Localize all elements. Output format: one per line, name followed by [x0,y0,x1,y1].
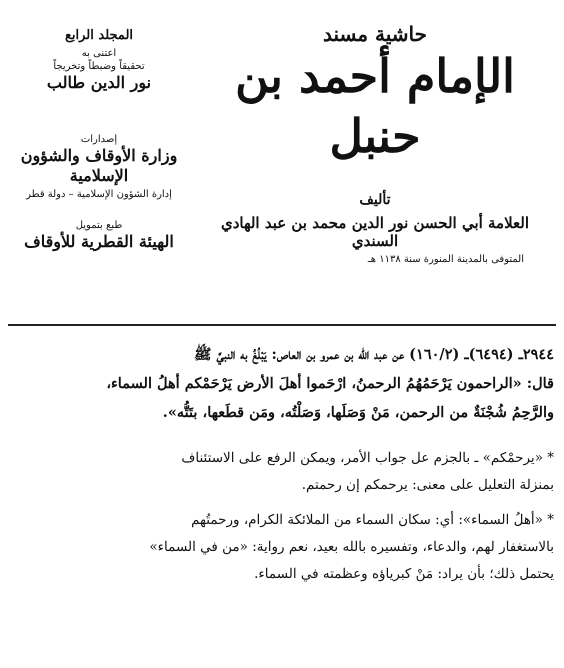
hadith-line-3: والرَّحِمُ شُجْنَةٌ من الرحمن، مَنْ وَصَلَها، وَصَلْتُه، ومَن قطَعها، بتَتُّه». [162,404,554,421]
author-name: العلامة أبي الحسن نور الدين محمد بن عبد الهادي السندي [220,214,530,250]
issued-label: إصدارات [80,134,118,145]
book-title-top: حاشية مسند [322,22,428,46]
ministry-subtitle: إدارة الشؤون الإسلامية – دولة قطر [26,189,172,200]
publication-info [14,28,184,254]
note-2-line-1: * «أهلُ السماء»: أي: سكان السماء من الملائكة الكرام، ورحمتُهم [191,512,554,528]
editor-name: نور الدين طالب [46,73,152,92]
care-label: اعتنى به [81,48,117,59]
authority-name: الهيئة القطرية للأوقاف [24,232,174,251]
separator-rule [8,324,556,326]
book-title-main: الإمام أحمد بن حنبل [235,49,515,163]
hadith-line-2: قال: «الراحمون يَرْحَمُهُمُ الرحمنُ، ارْحَموا أهلَ الأرض يَرْحَمْكم أهلُ السماء، [106,375,554,392]
book-title-block [196,22,554,265]
volume-label: المجلد الرابع [64,28,134,43]
note-2-line-3: يحتمل ذلك؛ بأن يراد: مَنْ كبرياؤه وعظمته في السماء. [254,566,554,582]
author-label: تأليف [359,192,391,208]
hadith-line-1: ٢٩٤٤ـ (٦٤٩٤)ـ (١٦٠/٢) عن عبد الله بن عمرو بن العاص: يَبْلُغُ به النبيَّ ﷺ [193,346,554,363]
note-1-line-1: * «يرحمْكم» ـ بالجزم عل جواب الأمر، ويمكن الرفع على الاستئناف [181,450,554,466]
funded-label: طبع بتمويل [75,220,123,231]
ministry-name: وزارة الأوقاف والشؤون الإسلامية [20,146,178,185]
text-body [10,340,554,588]
care-description: تحقيقاً وضبطاً وتخريجاً [53,61,145,72]
note-1-line-2: بمنزلة التعليل على معنى: يرحمكم إن رحمتم. [301,477,554,493]
note-2-line-2: بالاستغفار لهم، والدعاء، وتفسيره بالله بعيد، نعم رواية: «من في السماء» [149,539,554,555]
death-note: المتوفى بالمدينة المنورة سنة ١١٣٨ هـ [367,254,524,265]
